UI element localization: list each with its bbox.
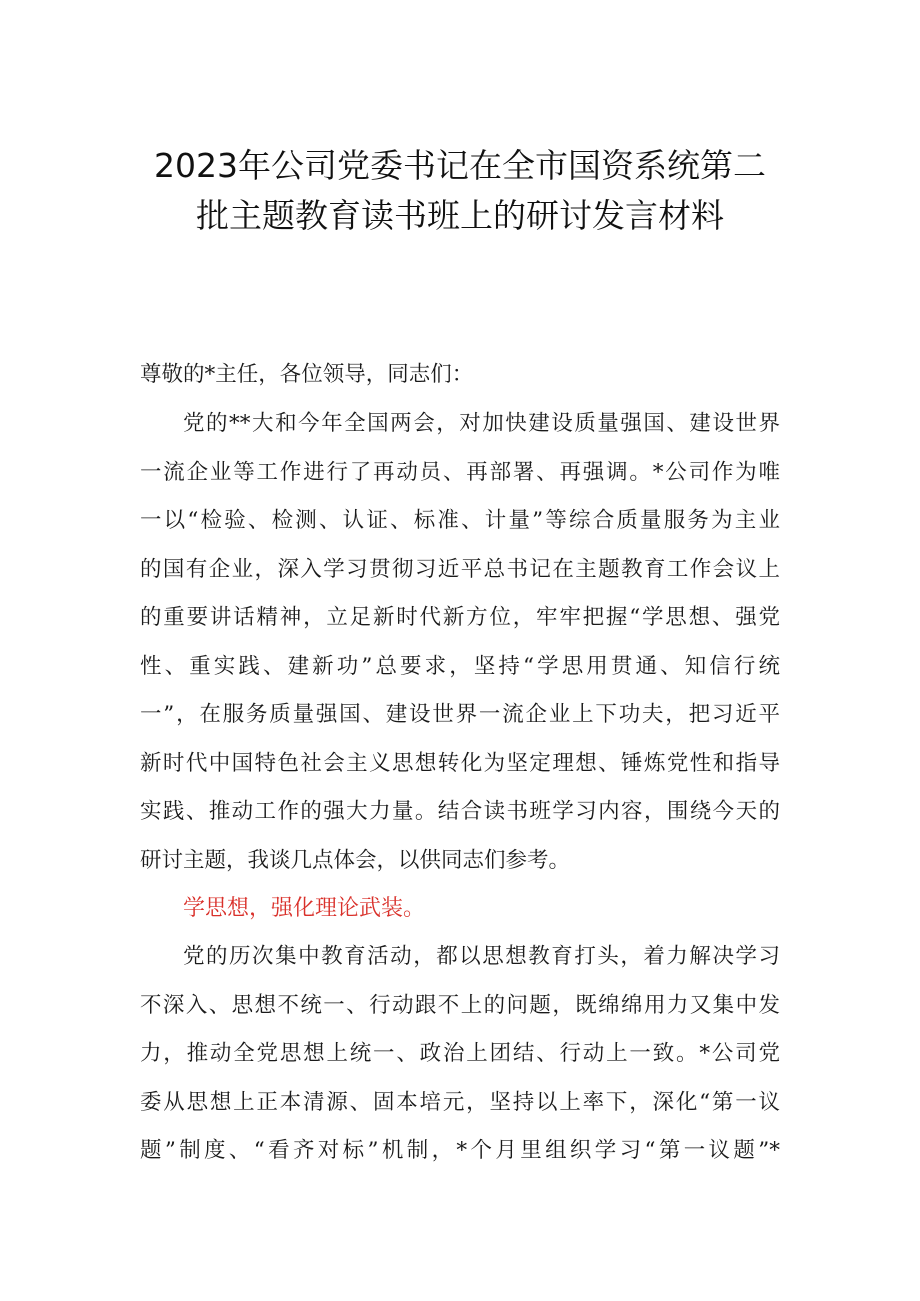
paragraph-2-line: 党的历次集中教育活动，都以思想教育打头，着力解决学习 <box>183 944 780 969</box>
paragraph-2-line: 不深入、思想不统一、行动跟不上的问题，既绵绵用力又集中发 <box>140 993 780 1018</box>
paragraph-1-line: 一流企业等工作进行了再动员、再部署、再强调。*公司作为唯 <box>140 460 780 485</box>
section-heading: 学思想，强化理论武装。 <box>183 896 426 921</box>
paragraph-1-line: 研讨主题，我谈几点体会，以供同志们参考。 <box>140 848 571 873</box>
paragraph-1-line: 的重要讲话精神，立足新时代新方位，牢牢把握“学思想、强党 <box>140 605 780 630</box>
paragraph-2-line: 力，推动全党思想上统一、政治上团结、行动上一致。*公司党 <box>140 1041 780 1066</box>
paragraph-1-line: 性、重实践、建新功”总要求，坚持“学思用贯通、知信行统 <box>140 654 780 679</box>
paragraph-1-line: 一以“检验、检测、认证、标准、计量”等综合质量服务为主业 <box>140 508 780 533</box>
paragraph-1-line: 党的**大和今年全国两会，对加快建设质量强国、建设世界 <box>183 411 780 436</box>
paragraph-1-line: 一”，在服务质量强国、建设世界一流企业上下功夫，把习近平 <box>140 702 780 727</box>
document-title-line-2: 批主题教育读书班上的研讨发言材料 <box>196 196 724 235</box>
paragraph-2-line: 题”制度、“看齐对标”机制，*个月里组织学习“第一议题”* <box>140 1138 780 1163</box>
paragraph-1-line: 新时代中国特色社会主义思想转化为坚定理想、锤炼党性和指导 <box>140 751 780 776</box>
paragraph-1-line: 实践、推动工作的强大力量。结合读书班学习内容，围绕今天的 <box>140 799 780 824</box>
paragraph-1-line: 的国有企业，深入学习贯彻习近平总书记在主题教育工作会议上 <box>140 557 780 582</box>
document-title-line-1: 2023年公司党委书记在全市国资系统第二 <box>154 146 766 185</box>
salutation: 尊敬的*主任，各位领导，同志们： <box>140 362 474 387</box>
paragraph-2-line: 委从思想上正本清源、固本培元，坚持以上率下，深化“第一议 <box>140 1090 780 1115</box>
